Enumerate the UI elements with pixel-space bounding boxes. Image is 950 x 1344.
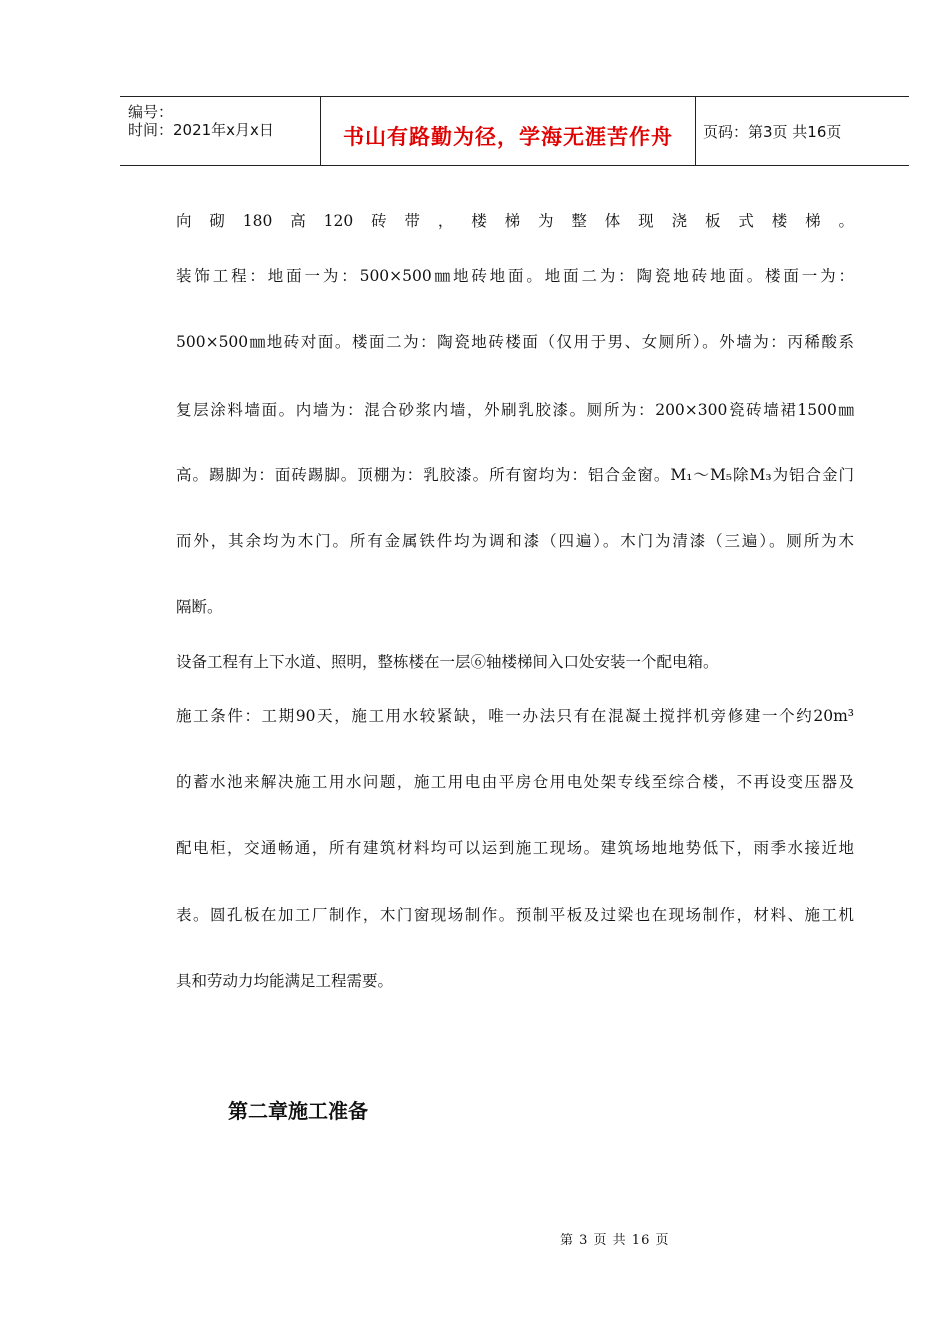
body-line: 配电柜，交通畅通，所有建筑材料均可以运到施工现场。建筑场地地势低下，雨季水接近地 bbox=[176, 839, 854, 857]
body-line: 施工条件：工期90天，施工用水较紧缺，唯一办法只有在混凝土搅拌机旁修建一个约20m³ bbox=[176, 707, 854, 725]
body-line: 隔断。 bbox=[176, 598, 223, 616]
page-footer: 第 3 页 共 16 页 bbox=[560, 1233, 670, 1248]
body-line: 复层涂料墙面。内墙为：混合砂浆内墙，外刷乳胶漆。厕所为：200×300瓷砖墙裙1500㎜ bbox=[176, 401, 854, 419]
body-line: 500×500㎜地砖对面。楼面二为：陶瓷地砖楼面（仅用于男、女厕所）。外墙为：丙稀酸系 bbox=[176, 333, 854, 351]
body-line: 向砌180高120砖带，楼梯为整体现浇板式楼梯。 bbox=[176, 212, 854, 230]
body-line: 的蓄水池来解决施工用水问题，施工用电由平房仓用电处架专线至综合楼，不再设变压器及 bbox=[176, 773, 854, 791]
header-page-number: 页码：第3页 共16页 bbox=[703, 123, 842, 141]
chapter-title: 第二章施工准备 bbox=[228, 1099, 368, 1123]
header-page-cell bbox=[695, 97, 909, 165]
header-slogan-cell bbox=[320, 97, 696, 165]
body-line: 具和劳动力均能满足工程需要。 bbox=[176, 972, 394, 990]
header-info-cell bbox=[120, 97, 320, 165]
page-header bbox=[120, 96, 909, 166]
body-line: 表。圆孔板在加工厂制作，木门窗现场制作。预制平板及过梁也在现场制作，材料、施工机 bbox=[176, 906, 854, 924]
document-id-label: 编号： bbox=[128, 103, 174, 121]
body-line: 而外，其余均为木门。所有金属铁件均为调和漆（四遍）。木门为清漆（三遍）。厕所为木 bbox=[176, 532, 854, 550]
body-line: 装饰工程：地面一为：500×500㎜地砖地面。地面二为：陶瓷地砖地面。楼面一为： bbox=[176, 267, 854, 285]
document-time: 时间：2021年x月x日 bbox=[128, 121, 274, 139]
body-line: 设备工程有上下水道、照明，整栋楼在一层⑥轴楼梯间入口处安装一个配电箱。 bbox=[176, 653, 719, 671]
body-line: 高。踢脚为：面砖踢脚。顶棚为：乳胶漆。所有窗均为：铝合金窗。M₁～M₅除M₃为铝合金门 bbox=[176, 466, 854, 484]
header-slogan: 书山有路勤为径，学海无涯苦作舟 bbox=[343, 125, 673, 149]
